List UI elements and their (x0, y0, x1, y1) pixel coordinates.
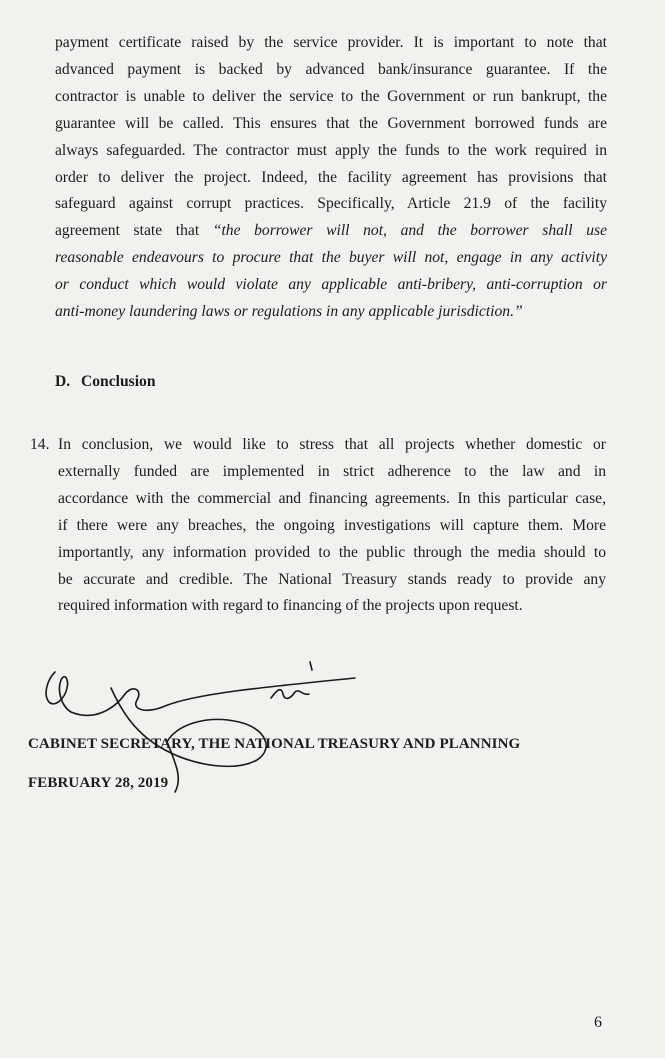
text-line: always safeguarded. The contractor must apply the funds to the work required in (55, 141, 607, 159)
text-line: be accurate and credible. The National Treasury stands ready to provide any (58, 570, 606, 588)
paragraph-advance-payment (55, 30, 607, 326)
text-plain: agreement state that (55, 222, 213, 240)
text-line: importantly, any information provided to the public through the media should to (58, 543, 606, 561)
handwritten-signature (25, 650, 375, 800)
text-line: safeguard against corrupt practices. Specifically, Article 21.9 of the facility (55, 195, 607, 213)
text-line: guarantee will be called. This ensures that the Government borrowed funds are (55, 114, 607, 132)
signature-date: FEBRUARY 28, 2019 (28, 775, 169, 791)
page-number: 6 (594, 1014, 602, 1031)
signatory-title: CABINET SECRETARY, THE NATIONAL TREASURY AND PLANNING (28, 736, 521, 752)
paragraph-conclusion (58, 432, 606, 620)
text-line: accordance with the commercial and financing agreements. In this particular case, (58, 489, 606, 507)
text-line: contractor is unable to deliver the service to the Government or run bankrupt, the (55, 87, 607, 105)
section-number: D. (55, 373, 71, 390)
text-line: payment certificate raised by the service provider. It is important to note that (55, 34, 607, 51)
text-line: required information with regard to financing of the projects upon request. (58, 597, 523, 615)
text-line: if there were any breaches, the ongoing investigations will capture them. More (58, 516, 606, 534)
text-line: order to deliver the project. Indeed, the facility agreement has provisions that (55, 168, 607, 186)
item-number: 14. (30, 436, 50, 453)
quote-line: reasonable endeavours to procure that the buyer will not, engage in any activity (55, 249, 607, 267)
quote-start: “the borrower will not, and the borrower shall use (212, 222, 607, 240)
text-line-mixed (55, 218, 607, 245)
section-title: Conclusion (81, 373, 156, 390)
text-line: In conclusion, we would like to stress that all projects whether domestic or (58, 436, 606, 453)
text-line: externally funded are implemented in strict adherence to the law and in (58, 462, 606, 480)
quote-line: or conduct which would violate any applicable anti-bribery, anti-corruption or (55, 276, 607, 294)
section-heading-conclusion (55, 373, 156, 391)
text-line: advanced payment is backed by advanced bank/insurance guarantee. If the (55, 60, 607, 78)
quote-line: anti-money laundering laws or regulations in any applicable jurisdiction.” (55, 303, 523, 321)
